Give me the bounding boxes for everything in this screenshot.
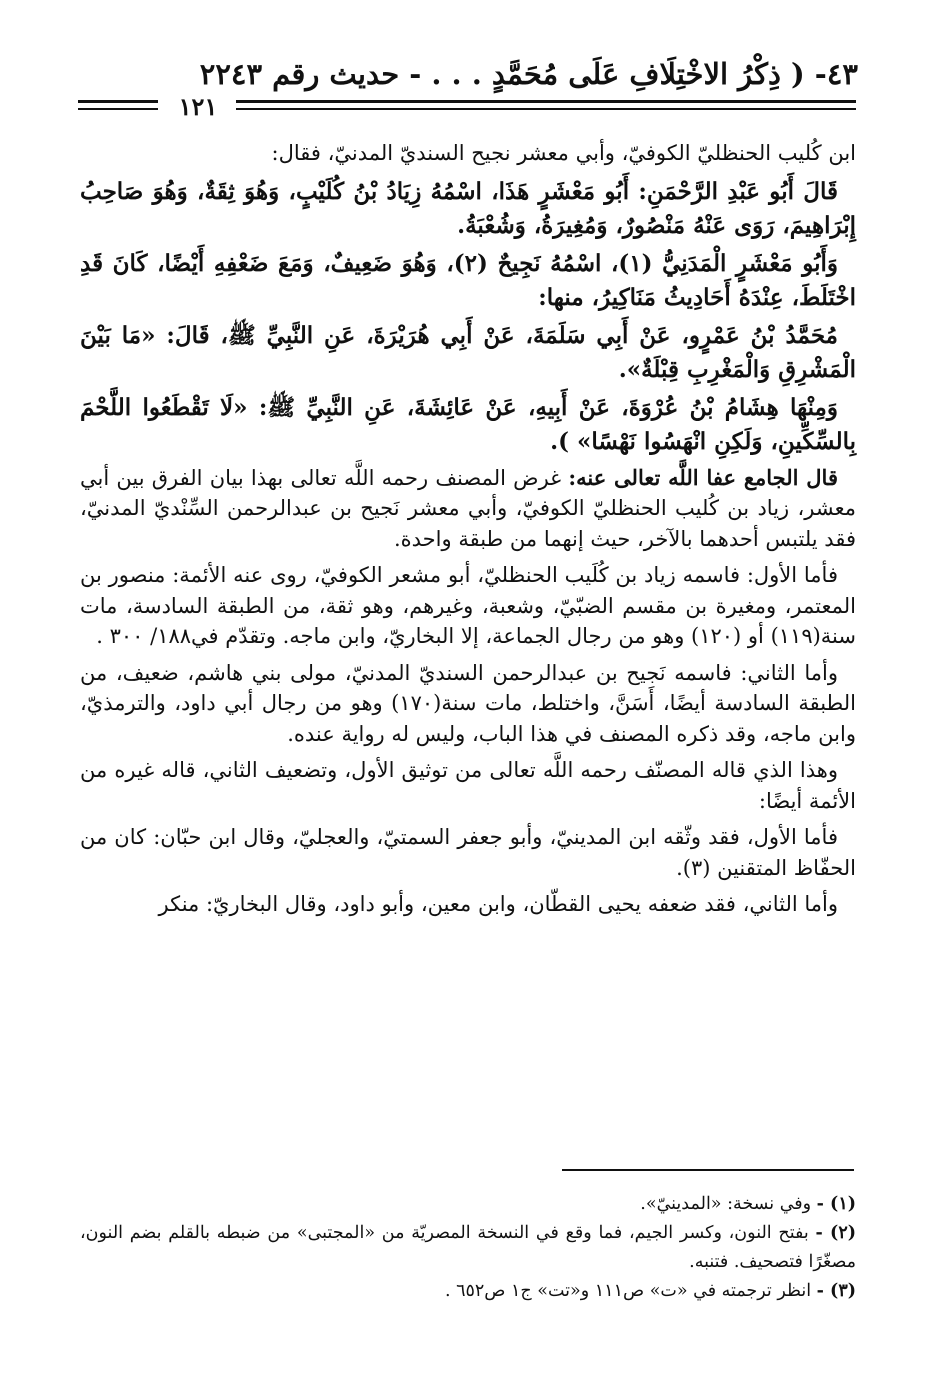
paragraph xyxy=(80,889,856,920)
paragraph xyxy=(80,463,856,555)
footnote-number: (٢) - xyxy=(815,1223,856,1243)
footnote xyxy=(80,1277,856,1306)
footnote xyxy=(80,1190,856,1219)
paragraph-text: قَالَ أَبُو عَبْدِ الرَّحْمَنِ: أَبُو مَعْشَرٍ هَذَا، اسْمُهُ زِيَادُ بْنُ كُلَيْبٍ، وَهُوَ ثِقَةٌ، وَهُوَ صَاحِبُ إِبْرَاهِيمَ، رَوَى عَنْهُ مَنْصُورٌ، وَمُغِيرَةُ، وَشُعْبَةُ. xyxy=(80,177,856,239)
header-rule-right-bottom xyxy=(236,108,856,110)
footnote-text: بفتح النون، وكسر الجيم، فما وقع في النسخة المصريّة من «المجتبى» من ضبطه بالقلم بضم النون، مصغّرًا فتصحيف. فتنبه. xyxy=(80,1223,856,1272)
paragraph xyxy=(80,560,856,652)
header-rule-right-top xyxy=(236,100,856,103)
paragraph-text: فأما الأول، فقد وثّقه ابن المدينيّ، وأبو جعفر السمتيّ، والعجليّ، وقال ابن حبّان: كان من الحفّاظ المتقنين (٣). xyxy=(80,825,856,880)
paragraph xyxy=(80,319,856,387)
footnotes xyxy=(80,1190,856,1306)
paragraph-text: وأما الثاني، فقد ضعفه يحيى القطّان، وابن معين، وأبو داود، وقال البخاريّ: منكر xyxy=(158,892,838,916)
footnote xyxy=(80,1219,856,1277)
paragraph-text: وَمِنْهَا هِشَامُ بْنُ عُرْوَةَ، عَنْ أَبِيهِ، عَنْ عَائِشَةَ، عَنِ النَّبِيِّ ﷺ: «لَا تَقْطَعُوا اللَّحْمَ بِالسِّكِّينِ، وَلَكِنِ انْهَسُوا نَهْسًا» ). xyxy=(80,393,856,455)
header-rule-left-bottom xyxy=(78,108,158,110)
main-text xyxy=(80,138,856,926)
paragraph-text: وَأَبُو مَعْشَرٍ الْمَدَنِيُّ (١)، اسْمُهُ نَجِيحٌ (٢)، وَهُوَ ضَعِيفٌ، وَمَعَ ضَعْفِهِ أَيْضًا، كَانَ قَدِ اخْتَلَطَ، عِنْدَهُ أَحَادِيثُ مَنَاكِيرُ، منها: xyxy=(80,249,856,311)
paragraph xyxy=(80,755,856,816)
paragraph xyxy=(80,822,856,883)
footnote-number: (٣) - xyxy=(816,1281,856,1301)
paragraph-text: وهذا الذي قاله المصنّف رحمه اللَّه تعالى من توثيق الأول، وتضعيف الثاني، قاله غيره من الأئمة أيضًا: xyxy=(80,758,856,813)
paragraph-text: ابن كُليب الحنظليّ الكوفيّ، وأبي معشر نجيح السنديّ المدنيّ، فقال: xyxy=(271,141,856,165)
footnote-text: انظر ترجمته في «ت» ص١١١ و«تت» ج١ ص٦٥٢ . xyxy=(444,1281,812,1301)
paragraph-text: مُحَمَّدُ بْنُ عَمْرٍو، عَنْ أَبِي سَلَمَةَ، عَنْ أَبِي هُرَيْرَةَ، عَنِ النَّبِيِّ ﷺ، قَالَ: «مَا بَيْنَ الْمَشْرِقِ وَالْمَغْرِبِ قِبْلَةٌ». xyxy=(80,321,856,383)
paragraph xyxy=(80,175,856,243)
footnote-number: (١) - xyxy=(816,1194,856,1214)
paragraph-text: فأما الأول: فاسمه زياد بن كُلَيب الحنظليّ، أبو مشعر الكوفيّ، روى عنه الأئمة: منصور بن المعتمر، ومغيرة بن مقسم الضبّيّ، وشعبة، وغيرهم، وهو ثقة، من الطبقة السادسة، مات سنة(١١٩) أو (١٢٠) وهو من رجال الجماعة، إلا البخاريّ، وابن ماجه. وتقدّم في١٨٨/ ٣٠٠ . xyxy=(80,563,856,648)
header-rule-left-top xyxy=(78,100,158,103)
paragraph xyxy=(80,247,856,315)
running-header-title: ٤٣- ( ذِكْرُ الاخْتِلَافِ عَلَى مُحَمَّدٍ . . . - حديث رقم ٢٢٤٣ xyxy=(199,57,858,91)
paragraph xyxy=(80,138,856,169)
footnote-separator xyxy=(562,1169,854,1171)
page-number: ١٢١ xyxy=(178,92,218,121)
paragraph xyxy=(80,391,856,459)
paragraph xyxy=(80,658,856,750)
footnote-text: وفي نسخة: «المدينيّ». xyxy=(640,1194,812,1214)
paragraph-text: وأما الثاني: فاسمه نَجيح بن عبدالرحمن السنديّ المدنيّ، مولى بني هاشم، ضعيف، من الطبقة السادسة أيضًا، أَسَنَّ، واختلط، مات سنة(١٧٠) وهو من رجال أبي داود، والترمذيّ، وابن ماجه، وقد ذكره المصنف في هذا الباب، وليس له رواية عنده. xyxy=(80,660,856,746)
paragraph-text: غرض المصنف رحمه اللَّه تعالى بهذا بيان الفرق بين أبي معشر، زياد بن كُليب الحنظليّ الكوفيّ، وأبي معشر نَجيح بن عبدالرحمن السِّنْديّ المدنيّ، فقد يلتبس أحدهما بالآخر، حيث إنهما من طبقة واحدة. xyxy=(80,465,856,551)
paragraph-lead: قال الجامع عفا اللَّه تعالى عنه: xyxy=(568,464,838,490)
